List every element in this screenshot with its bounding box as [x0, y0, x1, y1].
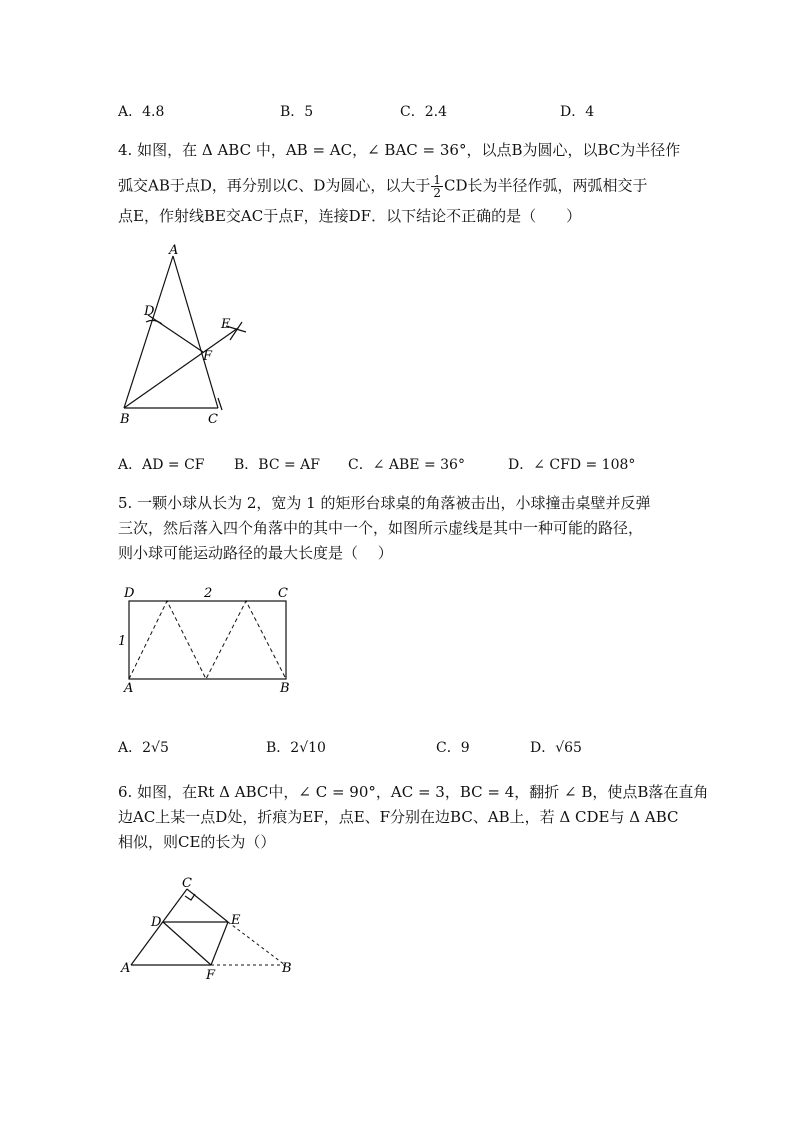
q6-text-line2: 边AC上某一点D处，折痕为EF，点E、F分别在边BC、AB上，若 Δ CDE与 Δ ABC — [118, 808, 679, 826]
q5-text-line1: 5. 一颗小球从长为 2，宽为 1 的矩形台球桌的角落被击出，小球撞击桌壁并反弹 — [118, 494, 651, 512]
q6-label-e: E — [231, 913, 241, 928]
q4-text-line2 — [118, 174, 648, 199]
q4-fraction-den: 2 — [433, 186, 442, 200]
q5-table-rect — [129, 601, 286, 679]
q5-label-top: 2 — [204, 586, 213, 601]
q4-triangle-figure — [110, 240, 260, 430]
q6-dashed-eb — [228, 922, 285, 965]
q3-option-b[interactable]: B．5 — [280, 104, 314, 120]
q5-label-c: C — [278, 586, 288, 601]
q4-label-e: E — [221, 317, 231, 332]
q5-ball-path — [129, 601, 286, 679]
q6-side-ce — [187, 889, 228, 922]
q4-text-line3: 点E，作射线BE交AC于点F，连接DF．以下结论不正确的是（ ） — [118, 207, 582, 225]
q4-label-f: F — [203, 349, 213, 364]
q5-option-b[interactable]: B．2√10 — [266, 740, 326, 756]
q4-ray-be — [124, 328, 238, 408]
q4-side-ac — [173, 256, 218, 408]
q4-label-a: A — [169, 243, 179, 258]
q4-arc-mark-c — [218, 398, 222, 410]
q5-option-a[interactable]: A．2√5 — [118, 740, 169, 756]
q5-option-c[interactable]: C．9 — [436, 740, 470, 756]
q4-option-a[interactable]: A．AD = CF — [118, 457, 205, 473]
q4-label-c: C — [208, 412, 218, 427]
q4-side-ab — [124, 256, 173, 408]
q4-text-line1: 4. 如图，在 Δ ABC 中，AB = AC，∠ BAC = 36°，以点B为圆心，以BC为半径作 — [118, 141, 681, 159]
q4-option-b[interactable]: B．BC = AF — [234, 457, 321, 473]
q5-label-d: D — [124, 586, 135, 601]
q5-label-b: B — [280, 681, 290, 696]
q6-label-d: D — [151, 915, 162, 930]
q3-option-a[interactable]: A．4.8 — [118, 104, 165, 120]
q4-option-c[interactable]: C．∠ ABE = 36° — [348, 457, 465, 473]
q6-fold-ef — [211, 922, 228, 965]
q4-arc-e2 — [230, 322, 242, 340]
q6-label-a: A — [121, 961, 131, 976]
q6-text-line1: 6. 如图，在Rt Δ ABC中，∠ C = 90°，AC = 3，BC = 4，翻折 ∠ B，使点B落在直角 — [118, 783, 709, 801]
q6-label-f: F — [206, 968, 216, 982]
q6-label-c: C — [182, 876, 192, 891]
q6-fold-figure — [115, 872, 300, 982]
q5-text-line3: 则小球可能运动路径的最大长度是（ ） — [118, 544, 393, 562]
q4-option-d[interactable]: D．∠ CFD = 108° — [508, 457, 636, 473]
q5-billiard-figure — [110, 582, 300, 697]
q5-option-d[interactable]: D．√65 — [530, 740, 582, 756]
q6-text-line3: 相似，则CE的长为（） — [118, 833, 276, 851]
q5-text-line2: 三次，然后落入四个角落中的其中一个，如图所示虚线是其中一种可能的路径， — [118, 519, 644, 537]
q4-fraction — [431, 174, 443, 199]
q6-label-b: B — [282, 961, 292, 976]
q5-label-a: A — [124, 681, 134, 696]
q4-text-line2b: CD长为半径作弧，两弧相交于 — [444, 176, 648, 195]
q5-label-side: 1 — [118, 634, 127, 649]
q3-option-c[interactable]: C．2.4 — [400, 104, 447, 120]
q6-segment-df — [163, 922, 211, 965]
q4-fraction-num: 1 — [433, 173, 442, 187]
q4-label-b: B — [120, 412, 130, 427]
q3-option-d[interactable]: D．4 — [560, 104, 595, 120]
q4-label-d: D — [144, 304, 155, 319]
q4-text-line2a: 弧交AB于点D，再分别以C、D为圆心，以大于 — [118, 176, 431, 195]
